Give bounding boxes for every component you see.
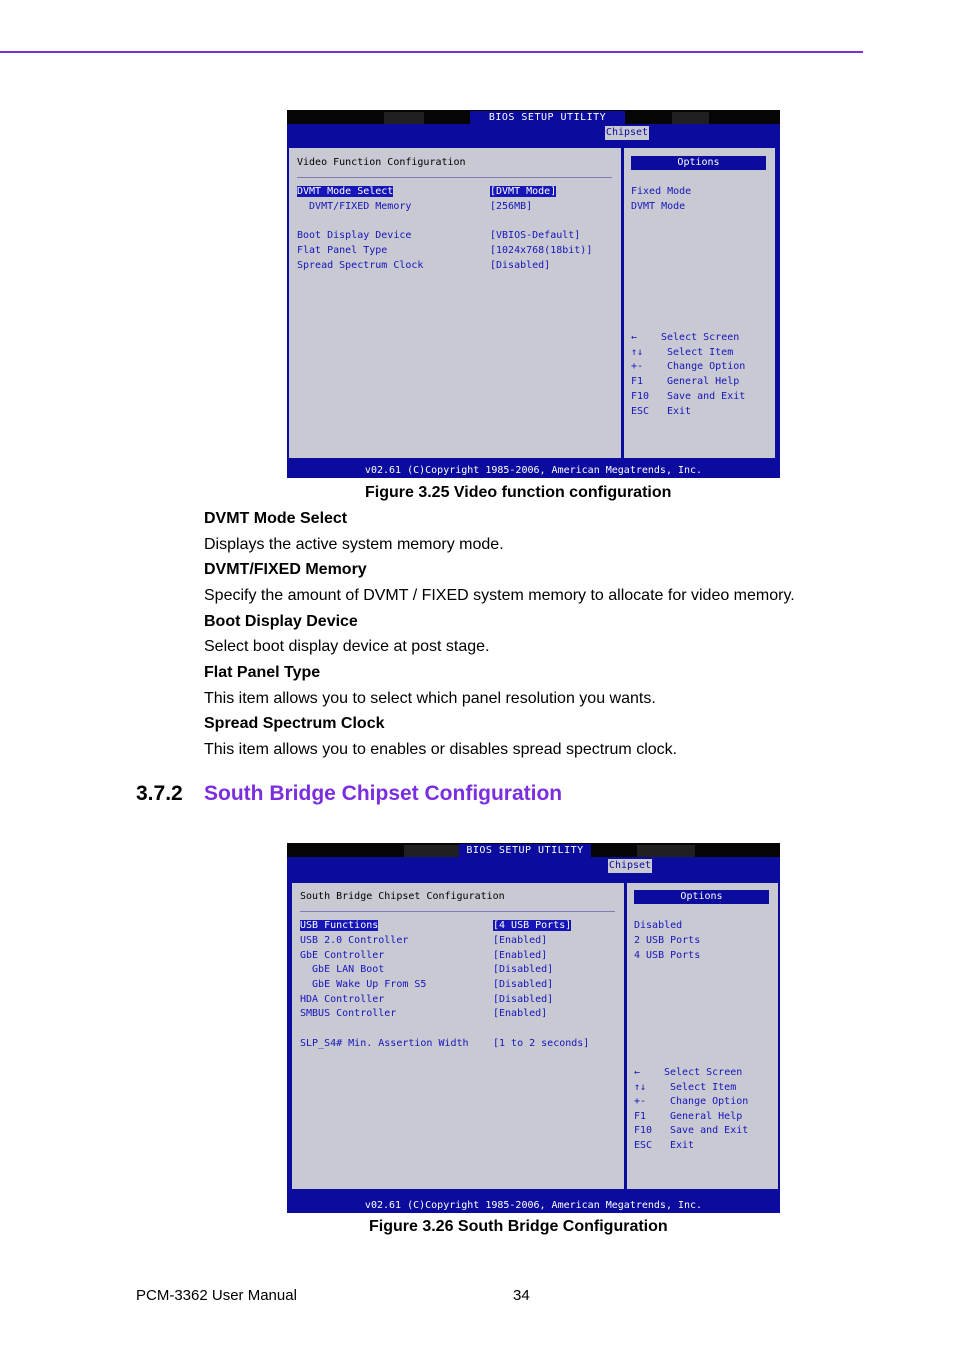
tab-chipset[interactable]: Chipset: [605, 127, 649, 138]
option-4-usb-ports[interactable]: 4 USB Ports: [634, 950, 701, 961]
figure-caption: Figure 3.25 Video function configuration: [365, 484, 672, 501]
tab-chipset[interactable]: Chipset: [608, 860, 652, 871]
bios-screenshot-video: BIOS SETUP UTILITY Chipset Video Function Configuration DVMT Mode Select [DVMT Mode] DVMT/FIXED Memory [256MB] Boot Display Device [VBIOS-Default] Flat Panel Type [1024x768(18bit)] Spread Spectrum Clock [Disabled] Options Fixed Mode DVMT Mode ← Select Screen ↑↓ Select Item +- Change Option F1 General Help F10 Save and Exit ESC Exit v02.61 (C)Copyright 1985-2006, American Megatrends, Inc.: [287, 110, 780, 478]
bios-section-heading: South Bridge Chipset Configuration: [300, 891, 505, 902]
footer-manual-title: PCM-3362 User Manual: [136, 1287, 297, 1304]
definition-term: DVMT Mode Select: [204, 510, 348, 527]
definition-term: DVMT/FIXED Memory: [204, 561, 367, 578]
option-2-usb-ports[interactable]: 2 USB Ports: [634, 935, 701, 946]
option-fixed-mode[interactable]: Fixed Mode: [631, 186, 692, 197]
options-header: Options: [634, 890, 769, 904]
bios-title-bar: [287, 110, 780, 124]
definition-text: This item allows you to enables or disables spread spectrum clock.: [204, 741, 678, 758]
definition-term: Spread Spectrum Clock: [204, 715, 385, 732]
bios-title: BIOS SETUP UTILITY: [459, 844, 591, 857]
figure-caption: Figure 3.26 South Bridge Configuration: [369, 1218, 668, 1235]
definition-term: Flat Panel Type: [204, 664, 321, 681]
section-title: South Bridge Chipset Configuration: [204, 782, 563, 805]
definition-text: Select boot display device at post stage.: [204, 638, 490, 655]
options-header: Options: [631, 156, 766, 170]
definition-text: This item allows you to select which panel resolution you wants.: [204, 690, 656, 707]
bios-section-heading: Video Function Configuration: [297, 157, 466, 168]
bios-title: BIOS SETUP UTILITY: [470, 111, 625, 124]
bios-title-bar: [287, 843, 780, 857]
bios-screenshot-south-bridge: BIOS SETUP UTILITY Chipset South Bridge Chipset Configuration USB Functions [4 USB Ports] USB 2.0 Controller [Enabled] GbE Controller [Enabled] GbE LAN Boot [Disabled] GbE Wake Up From S5 [Disabled] HDA Controller [Disabled] SMBUS Controller [Enabled] SLP_S4# Min. Assertion Width [1 to 2 seconds] Options Disabled 2 USB Ports 4 USB Ports ← Select Screen ↑↓ Select Item +- Change Option F1 General Help F10 Save and Exit ESC Exit v02.61 (C)Copyright 1985-2006, American Megatrends, Inc.: [287, 843, 780, 1213]
definition-term: Boot Display Device: [204, 613, 358, 630]
header-rule: [0, 51, 863, 53]
bios-copyright: v02.61 (C)Copyright 1985-2006, American Megatrends, Inc.: [287, 464, 780, 478]
bios-tab-bar: [287, 124, 780, 140]
bios-tab-bar: [287, 857, 780, 873]
option-dvmt-mode[interactable]: DVMT Mode: [631, 201, 686, 212]
section-number: 3.7.2: [136, 782, 183, 805]
bios-copyright: v02.61 (C)Copyright 1985-2006, American Megatrends, Inc.: [287, 1199, 780, 1213]
option-disabled[interactable]: Disabled: [634, 920, 683, 931]
definition-text: Specify the amount of DVMT / FIXED system memory to allocate for video memory.: [204, 587, 795, 604]
definition-text: Displays the active system memory mode.: [204, 536, 504, 553]
footer-page-number: 34: [513, 1287, 530, 1304]
